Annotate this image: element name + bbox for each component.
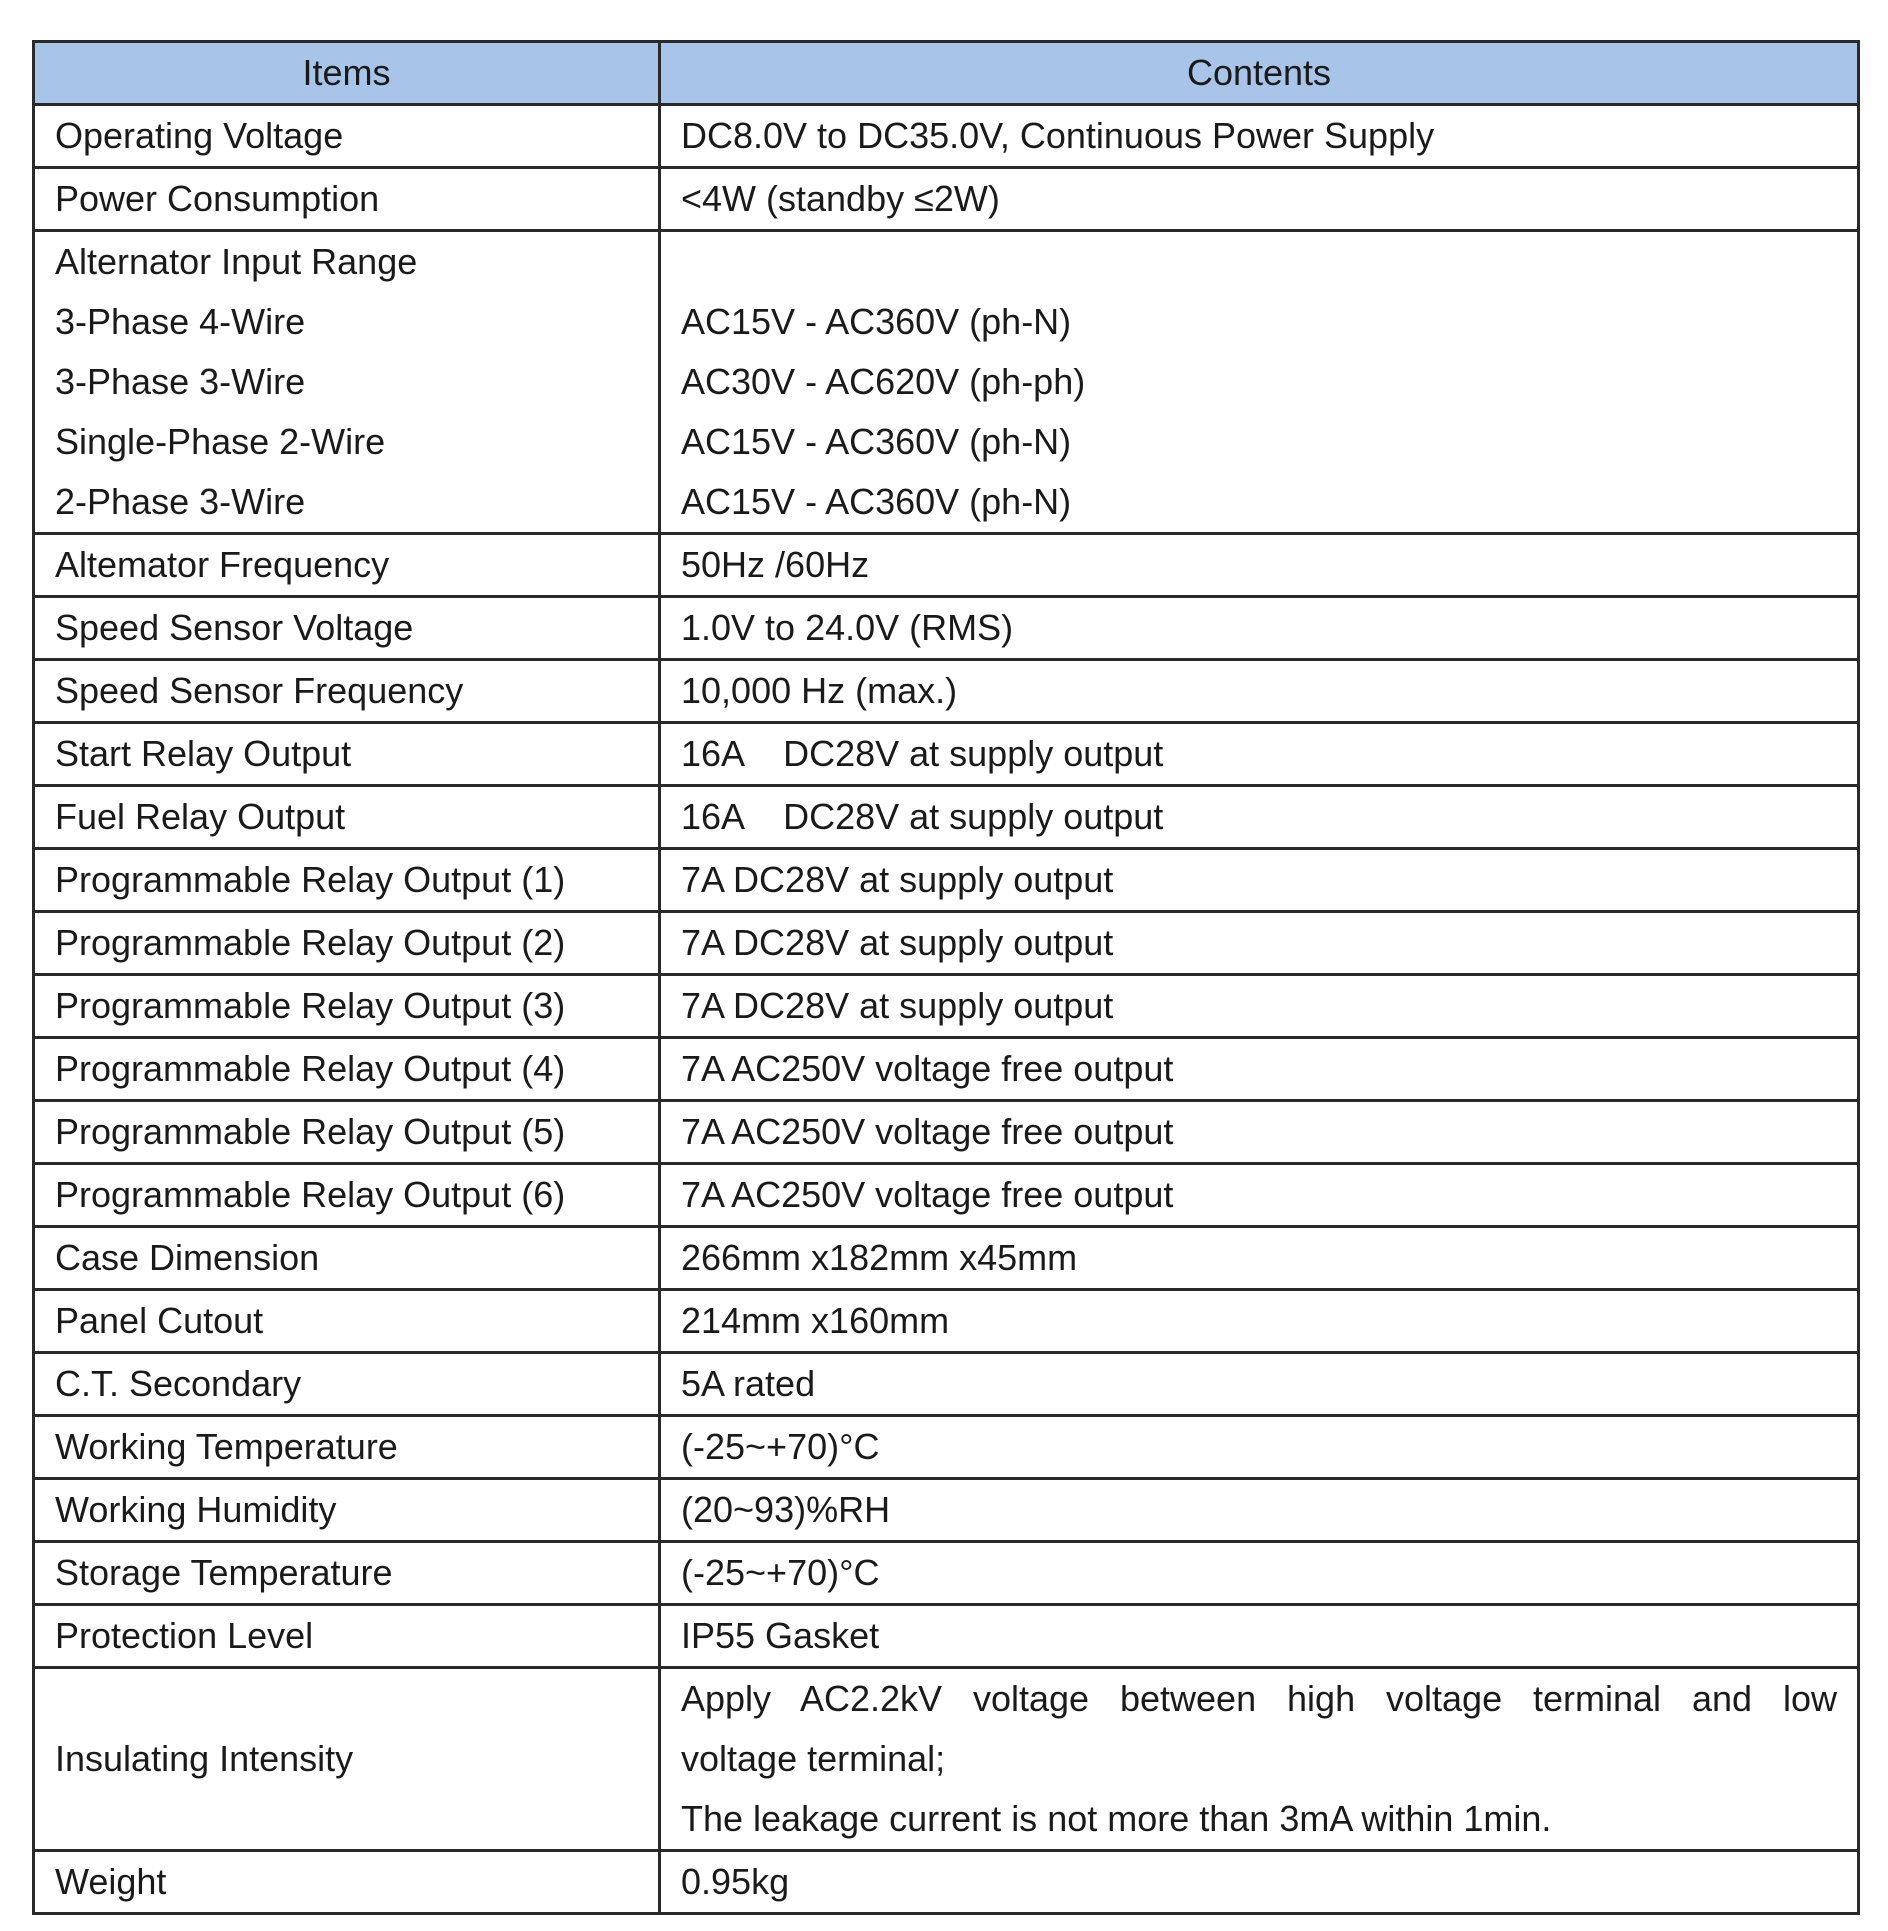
table-row [34,597,1859,660]
table-row [34,105,1859,168]
content-cell: 16A DC28V at supply output [660,723,1859,786]
item-line: Alternator Input Range [55,241,418,282]
content-cell [660,231,1859,534]
item-cell [34,231,660,534]
table-row [34,534,1859,597]
content-line: voltage terminal; [681,1738,946,1779]
content-cell: <4W (standby ≤2W) [660,168,1859,231]
table-row [34,1851,1859,1914]
item-line: Single-Phase 2-Wire [55,421,386,462]
column-header-items: Items [34,42,660,105]
content-line: AC15V - AC360V (ph-N) [681,421,1072,462]
table-row [34,1668,1859,1851]
column-header-contents: Contents [660,42,1859,105]
item-cell: Weight [34,1851,660,1914]
content-cell: (20~93)%RH [660,1479,1859,1542]
item-cell: Start Relay Output [34,723,660,786]
content-cell: 7A AC250V voltage free output [660,1101,1859,1164]
content-cell: (-25~+70)°C [660,1416,1859,1479]
spec-table [32,40,1860,1915]
content-line: AC30V - AC620V (ph-ph) [681,361,1086,402]
table-row [34,231,1859,534]
item-cell: Case Dimension [34,1227,660,1290]
table-row [34,1605,1859,1668]
item-line: 3-Phase 4-Wire [55,301,306,342]
item-cell: Programmable Relay Output (5) [34,1101,660,1164]
content-cell: 50Hz /60Hz [660,534,1859,597]
content-cell: 5A rated [660,1353,1859,1416]
item-cell: Programmable Relay Output (2) [34,912,660,975]
table-row [34,975,1859,1038]
content-line: Apply AC2.2kV voltage between high voltage terminal and low [681,1678,1837,1719]
table-row [34,786,1859,849]
content-cell: 7A AC250V voltage free output [660,1038,1859,1101]
content-cell: 266mm x182mm x45mm [660,1227,1859,1290]
table-row [34,168,1859,231]
item-cell: Insulating Intensity [34,1668,660,1851]
table-row [34,1101,1859,1164]
item-cell: Speed Sensor Voltage [34,597,660,660]
item-cell: Working Humidity [34,1479,660,1542]
content-cell: 10,000 Hz (max.) [660,660,1859,723]
content-line: AC15V - AC360V (ph-N) [681,301,1072,342]
table-row [34,1227,1859,1290]
content-cell: IP55 Gasket [660,1605,1859,1668]
item-cell: Power Consumption [34,168,660,231]
content-cell: 7A DC28V at supply output [660,912,1859,975]
content-line: AC15V - AC360V (ph-N) [681,481,1072,522]
item-cell: Programmable Relay Output (1) [34,849,660,912]
table-row [34,849,1859,912]
table-row [34,1290,1859,1353]
content-cell: (-25~+70)°C [660,1542,1859,1605]
table-row [34,1416,1859,1479]
content-cell: 0.95kg [660,1851,1859,1914]
content-cell: 7A DC28V at supply output [660,975,1859,1038]
table-row [34,912,1859,975]
table-row [34,660,1859,723]
item-cell: Programmable Relay Output (4) [34,1038,660,1101]
item-cell: Programmable Relay Output (6) [34,1164,660,1227]
item-cell: Storage Temperature [34,1542,660,1605]
item-cell: Operating Voltage [34,105,660,168]
item-cell: Panel Cutout [34,1290,660,1353]
item-cell: Programmable Relay Output (3) [34,975,660,1038]
content-cell: 7A AC250V voltage free output [660,1164,1859,1227]
content-cell: 16A DC28V at supply output [660,786,1859,849]
table-header-row [34,42,1859,105]
content-cell: DC8.0V to DC35.0V, Continuous Power Supply [660,105,1859,168]
item-cell: C.T. Secondary [34,1353,660,1416]
item-line: 3-Phase 3-Wire [55,361,306,402]
content-line: The leakage current is not more than 3mA within 1min. [681,1798,1552,1839]
content-cell [660,1668,1859,1851]
table-row [34,1542,1859,1605]
item-cell: Speed Sensor Frequency [34,660,660,723]
item-cell: Fuel Relay Output [34,786,660,849]
item-cell: Altemator Frequency [34,534,660,597]
content-cell: 1.0V to 24.0V (RMS) [660,597,1859,660]
table-row [34,723,1859,786]
content-cell: 7A DC28V at supply output [660,849,1859,912]
table-row [34,1038,1859,1101]
item-line: 2-Phase 3-Wire [55,481,306,522]
table-row [34,1164,1859,1227]
item-cell: Working Temperature [34,1416,660,1479]
content-cell: 214mm x160mm [660,1290,1859,1353]
item-cell: Protection Level [34,1605,660,1668]
table-row [34,1353,1859,1416]
table-row [34,1479,1859,1542]
